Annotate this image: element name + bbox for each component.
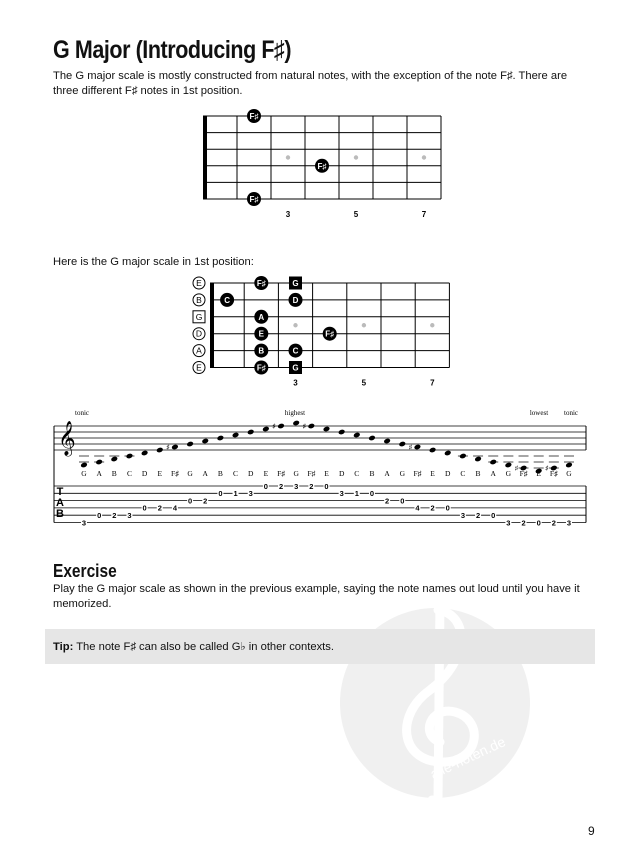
- note-head: [323, 426, 331, 433]
- note-head: [414, 444, 422, 451]
- note-name: F♯: [413, 469, 422, 478]
- tab-number: 2: [309, 481, 314, 491]
- note-head: [338, 429, 346, 436]
- tab-number: 0: [536, 518, 541, 528]
- tab-number: 4: [172, 503, 178, 513]
- note-label: C: [292, 346, 299, 356]
- tab-number: 3: [127, 511, 132, 520]
- sharp-sign: ♯: [302, 422, 307, 431]
- tip-box: [45, 629, 595, 664]
- page-number: 9: [588, 824, 595, 838]
- tab-number: 3: [248, 489, 253, 499]
- note-head: [489, 459, 497, 466]
- page-title: G Major (Introducing F♯): [53, 36, 292, 64]
- open-string-label: D: [195, 328, 203, 339]
- tab-number: 3: [81, 518, 87, 528]
- note-head: [368, 435, 376, 442]
- tab-number: 1: [354, 489, 359, 499]
- note-head: [95, 459, 103, 466]
- label-tonic-right: tonic: [564, 409, 578, 417]
- open-string-label: A: [196, 345, 202, 356]
- note-label: F♯: [256, 363, 266, 373]
- label-highest: highest: [284, 409, 306, 417]
- tab-number: 0: [142, 503, 147, 513]
- sharp-sign: ♯: [272, 422, 276, 431]
- label-tonic-left: tonic: [75, 409, 89, 417]
- note-head: [156, 447, 164, 454]
- note-head: [217, 435, 225, 442]
- note-name: G: [505, 469, 512, 478]
- note-name: D: [445, 469, 451, 478]
- exercise-text: Play the G major scale as shown in the previous example, saying the note names out loud until you have it memorized.: [53, 583, 580, 610]
- note-label: G: [292, 279, 299, 288]
- note-label: D: [292, 295, 299, 305]
- note-name: C: [354, 469, 360, 478]
- tab-number: 2: [278, 481, 284, 491]
- note-head: [292, 420, 300, 427]
- note-head: [474, 456, 482, 463]
- tab-number: 0: [491, 511, 496, 520]
- tab-number: 0: [400, 496, 405, 506]
- tab-number: 2: [203, 496, 208, 506]
- note-name: F♯: [277, 469, 285, 478]
- intro-paragraph: The G major scale is mostly constructed from natural notes, with the exception of the note F♯. There are three different F♯ notes in 1st position.: [53, 70, 568, 97]
- note-name: E: [263, 469, 269, 478]
- note-name: E: [536, 469, 541, 478]
- note-head: [80, 462, 88, 469]
- note-name: G: [293, 469, 299, 478]
- note-head: [459, 453, 467, 460]
- note-head: [277, 423, 285, 430]
- watermark-text: alle-noten.de: [427, 733, 508, 782]
- note-name: F♯: [170, 469, 179, 478]
- open-string-label: E: [196, 362, 202, 373]
- note-head: [398, 441, 406, 448]
- fret-number: 7: [421, 210, 427, 219]
- note-label: F♯: [256, 279, 266, 288]
- sharp-sign: ♯: [544, 464, 549, 473]
- note-name: C: [460, 469, 466, 478]
- note-head: [126, 453, 134, 460]
- note-name: F♯: [549, 469, 558, 478]
- note-head: [186, 441, 194, 448]
- tab-number: 3: [566, 518, 572, 528]
- tab-number: 2: [521, 518, 526, 528]
- tab-number: 0: [369, 489, 375, 499]
- note-name: F♯: [519, 469, 528, 478]
- tab-number: 0: [263, 481, 268, 491]
- note-head: [111, 456, 119, 463]
- tab-number: 0: [218, 489, 223, 499]
- note-head: [565, 462, 573, 469]
- note-head: [505, 462, 513, 469]
- tab-number: 2: [475, 511, 481, 520]
- note-name: E: [157, 469, 163, 478]
- tab-number: 0: [445, 503, 450, 513]
- note-head: [429, 447, 437, 454]
- note-head: [201, 438, 209, 445]
- tab-number: 0: [97, 511, 102, 520]
- exercise-heading: Exercise: [53, 561, 117, 581]
- note-name: C: [126, 469, 132, 478]
- tab-number: 3: [460, 511, 465, 520]
- note-name: E: [324, 469, 329, 478]
- fret-number: 3: [293, 378, 298, 388]
- treble-clef-icon: 𝄞: [58, 421, 76, 456]
- note-name: B: [217, 469, 223, 478]
- fret-number: 7: [430, 378, 435, 388]
- tab-number: 2: [430, 503, 435, 513]
- label-lowest: lowest: [529, 409, 549, 417]
- note-name: F♯: [307, 469, 316, 478]
- note-label: G: [292, 363, 299, 373]
- note-name: G: [566, 469, 572, 478]
- tab-number: 4: [415, 503, 420, 513]
- note-head: [308, 423, 316, 430]
- note-name: G: [399, 469, 405, 478]
- tab-number: 0: [324, 481, 329, 491]
- open-string-label: E: [196, 278, 202, 288]
- note-name: B: [475, 469, 481, 478]
- sharp-sign: ♯: [408, 443, 413, 452]
- tip-body: The note F♯ can also be called G♭ in other contexts.: [73, 641, 334, 653]
- open-string-label: B: [196, 294, 202, 305]
- tip-label: Tip:: [53, 641, 74, 653]
- note-head: [262, 426, 270, 433]
- note-head: [171, 444, 179, 451]
- note-name: A: [96, 469, 102, 478]
- tab-number: 3: [339, 489, 344, 499]
- note-name: C: [233, 469, 239, 478]
- note-name: D: [338, 469, 345, 478]
- open-string-label: G: [195, 311, 203, 322]
- note-name: G: [187, 469, 193, 478]
- note-head: [444, 450, 452, 457]
- note-name: D: [248, 469, 254, 478]
- tab-clef-letter: B: [56, 508, 64, 520]
- tab-number: 2: [385, 496, 390, 506]
- fret-number: 5: [361, 378, 367, 388]
- note-label: A: [258, 312, 265, 322]
- note-head: [232, 432, 240, 439]
- note-label: E: [258, 329, 264, 339]
- note-name: A: [490, 469, 496, 478]
- note-name: G: [81, 469, 87, 478]
- note-name: A: [384, 469, 390, 478]
- note-label: F♯: [317, 161, 327, 171]
- note-name: E: [430, 469, 435, 478]
- sharp-sign: ♯: [165, 443, 170, 452]
- note-name: A: [202, 469, 208, 478]
- tab-number: 2: [112, 511, 117, 520]
- tab-clef-letter: T: [56, 486, 64, 498]
- note-label: C: [224, 295, 230, 305]
- tab-number: 2: [551, 518, 556, 528]
- tab-number: 3: [294, 481, 299, 491]
- scale-intro-text: Here is the G major scale in 1st position:: [53, 256, 254, 268]
- note-name: B: [369, 469, 375, 478]
- note-name: D: [141, 469, 148, 478]
- tab-number: 1: [233, 489, 238, 499]
- tab-number: 3: [506, 518, 511, 528]
- tip-text: [53, 640, 334, 653]
- note-name: B: [111, 469, 117, 478]
- sharp-sign: ♯: [514, 464, 519, 473]
- tab-number: 2: [157, 503, 162, 513]
- note-head: [383, 438, 391, 445]
- note-label: F♯: [249, 112, 259, 121]
- note-label: F♯: [325, 329, 335, 339]
- fret-number: 3: [285, 210, 291, 219]
- tab-clef-letter: A: [56, 497, 64, 509]
- note-label: F♯: [249, 195, 259, 204]
- note-head: [353, 432, 361, 439]
- note-label: B: [258, 346, 265, 356]
- tab-number: 0: [188, 496, 193, 506]
- note-head: [247, 429, 255, 436]
- fret-number: 5: [353, 210, 359, 219]
- note-head: [141, 450, 149, 457]
